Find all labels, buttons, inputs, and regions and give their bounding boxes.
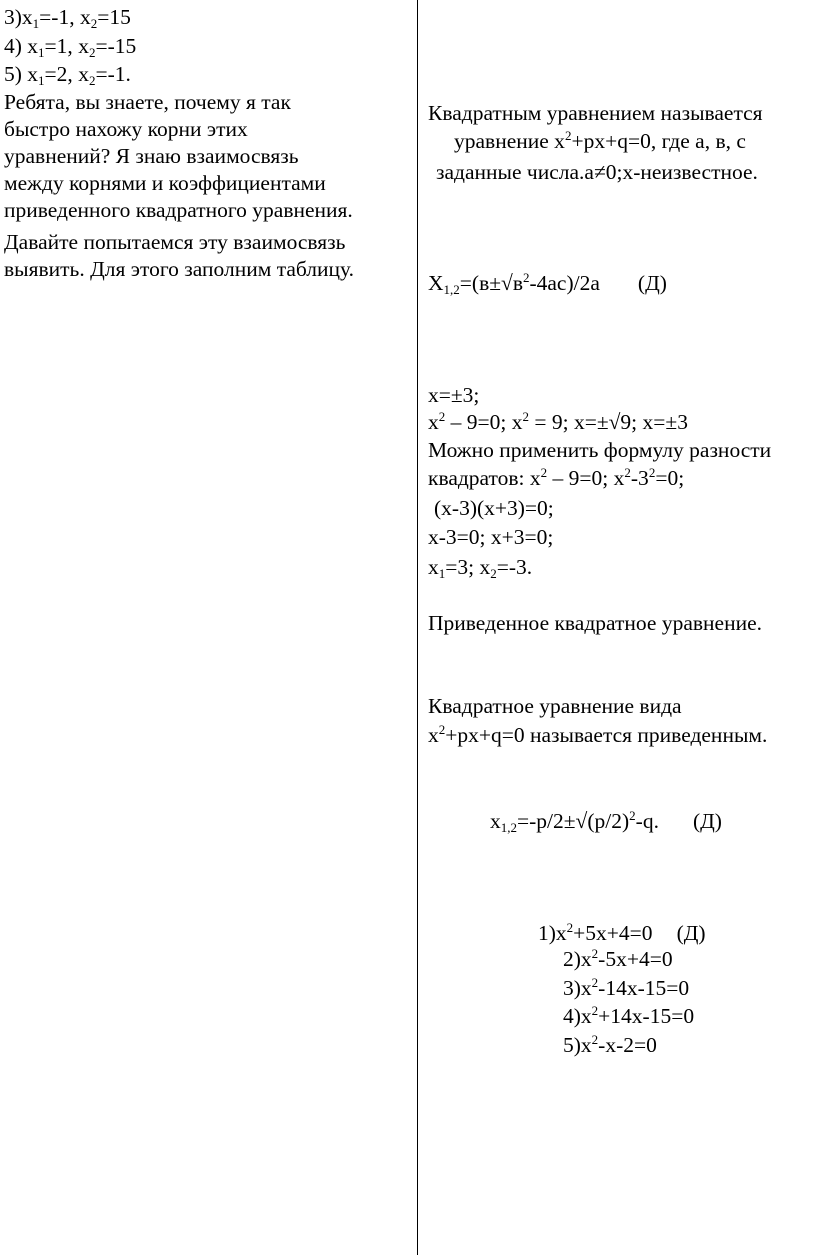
equation-item: $4)x^2+14x-15=0$ xyxy=(563,1003,695,1028)
roots-line-5: 5) $x_1=2$, $x_2=-1$. xyxy=(4,62,131,88)
equation-item: $1)x^2+5x+4=0$ (Д) xyxy=(538,920,706,945)
paragraph-line: Давайте попытаемся эту взаимосвязь xyxy=(4,230,346,254)
definition-line: Квадратным уравнением называется xyxy=(428,101,763,125)
example-line: Можно применить формулу разности xyxy=(428,438,772,462)
paragraph-line: приведенного квадратного уравнения. xyxy=(4,198,353,222)
reduced-definition-line: $x^2+px+q=0$ называется приведенным. xyxy=(428,722,768,747)
paragraph-line: между корнями и коэффициентами xyxy=(4,171,326,195)
paragraph-line: быстро нахожу корни этих xyxy=(4,117,248,141)
reduced-definition-line: Квадратное уравнение вида xyxy=(428,694,682,718)
root-formula: $X_{1,2}=(в\pm√в^2-4ac)/2a$ (Д) xyxy=(428,270,667,297)
roots-line-3: $3)x_1=-1$, $x_2=15$ xyxy=(4,5,131,31)
column-divider xyxy=(417,0,418,1255)
example-line: $x^2 - 9=0$; $x^2 = 9$; x=±√9; x=±3 xyxy=(428,409,688,434)
reduced-equation-title: Приведенное квадратное уравнение. xyxy=(428,611,763,635)
example-line: (x-3)(x+3)=0; xyxy=(434,496,554,520)
definition-line: уравнение $x^2+px+q=0$, где a, в, c xyxy=(454,128,746,153)
example-line: квадратов: $x^2 - 9=0$; $x^2-3^2=0$; xyxy=(428,465,685,490)
example-line: $x_1=3$; $x_2=-3$. xyxy=(428,555,533,581)
paragraph-line: Ребята, вы знаете, почему я так xyxy=(4,90,291,114)
equation-item: $3)x^2-14x-15=0$ xyxy=(563,975,690,1000)
definition-line: заданные числа.a≠0;x-неизвестное. xyxy=(436,160,758,184)
reduced-root-formula: $x_{1,2}=-p/2\pm√(p/2)^2-q$. (Д) xyxy=(490,808,722,835)
paragraph-line: уравнений? Я знаю взаимосвязь xyxy=(4,144,299,168)
equation-item: $5)x^2-x-2=0$ xyxy=(563,1032,657,1057)
roots-line-4: 4) $x_1=1$, $x_2=-15$ xyxy=(4,34,137,60)
example-line: x=±3; xyxy=(428,383,480,407)
equation-item: $2)x^2-5x+4=0$ xyxy=(563,946,673,971)
paragraph-line: выявить. Для этого заполним таблицу. xyxy=(4,257,355,281)
example-line: x-3=0; x+3=0; xyxy=(428,525,554,549)
